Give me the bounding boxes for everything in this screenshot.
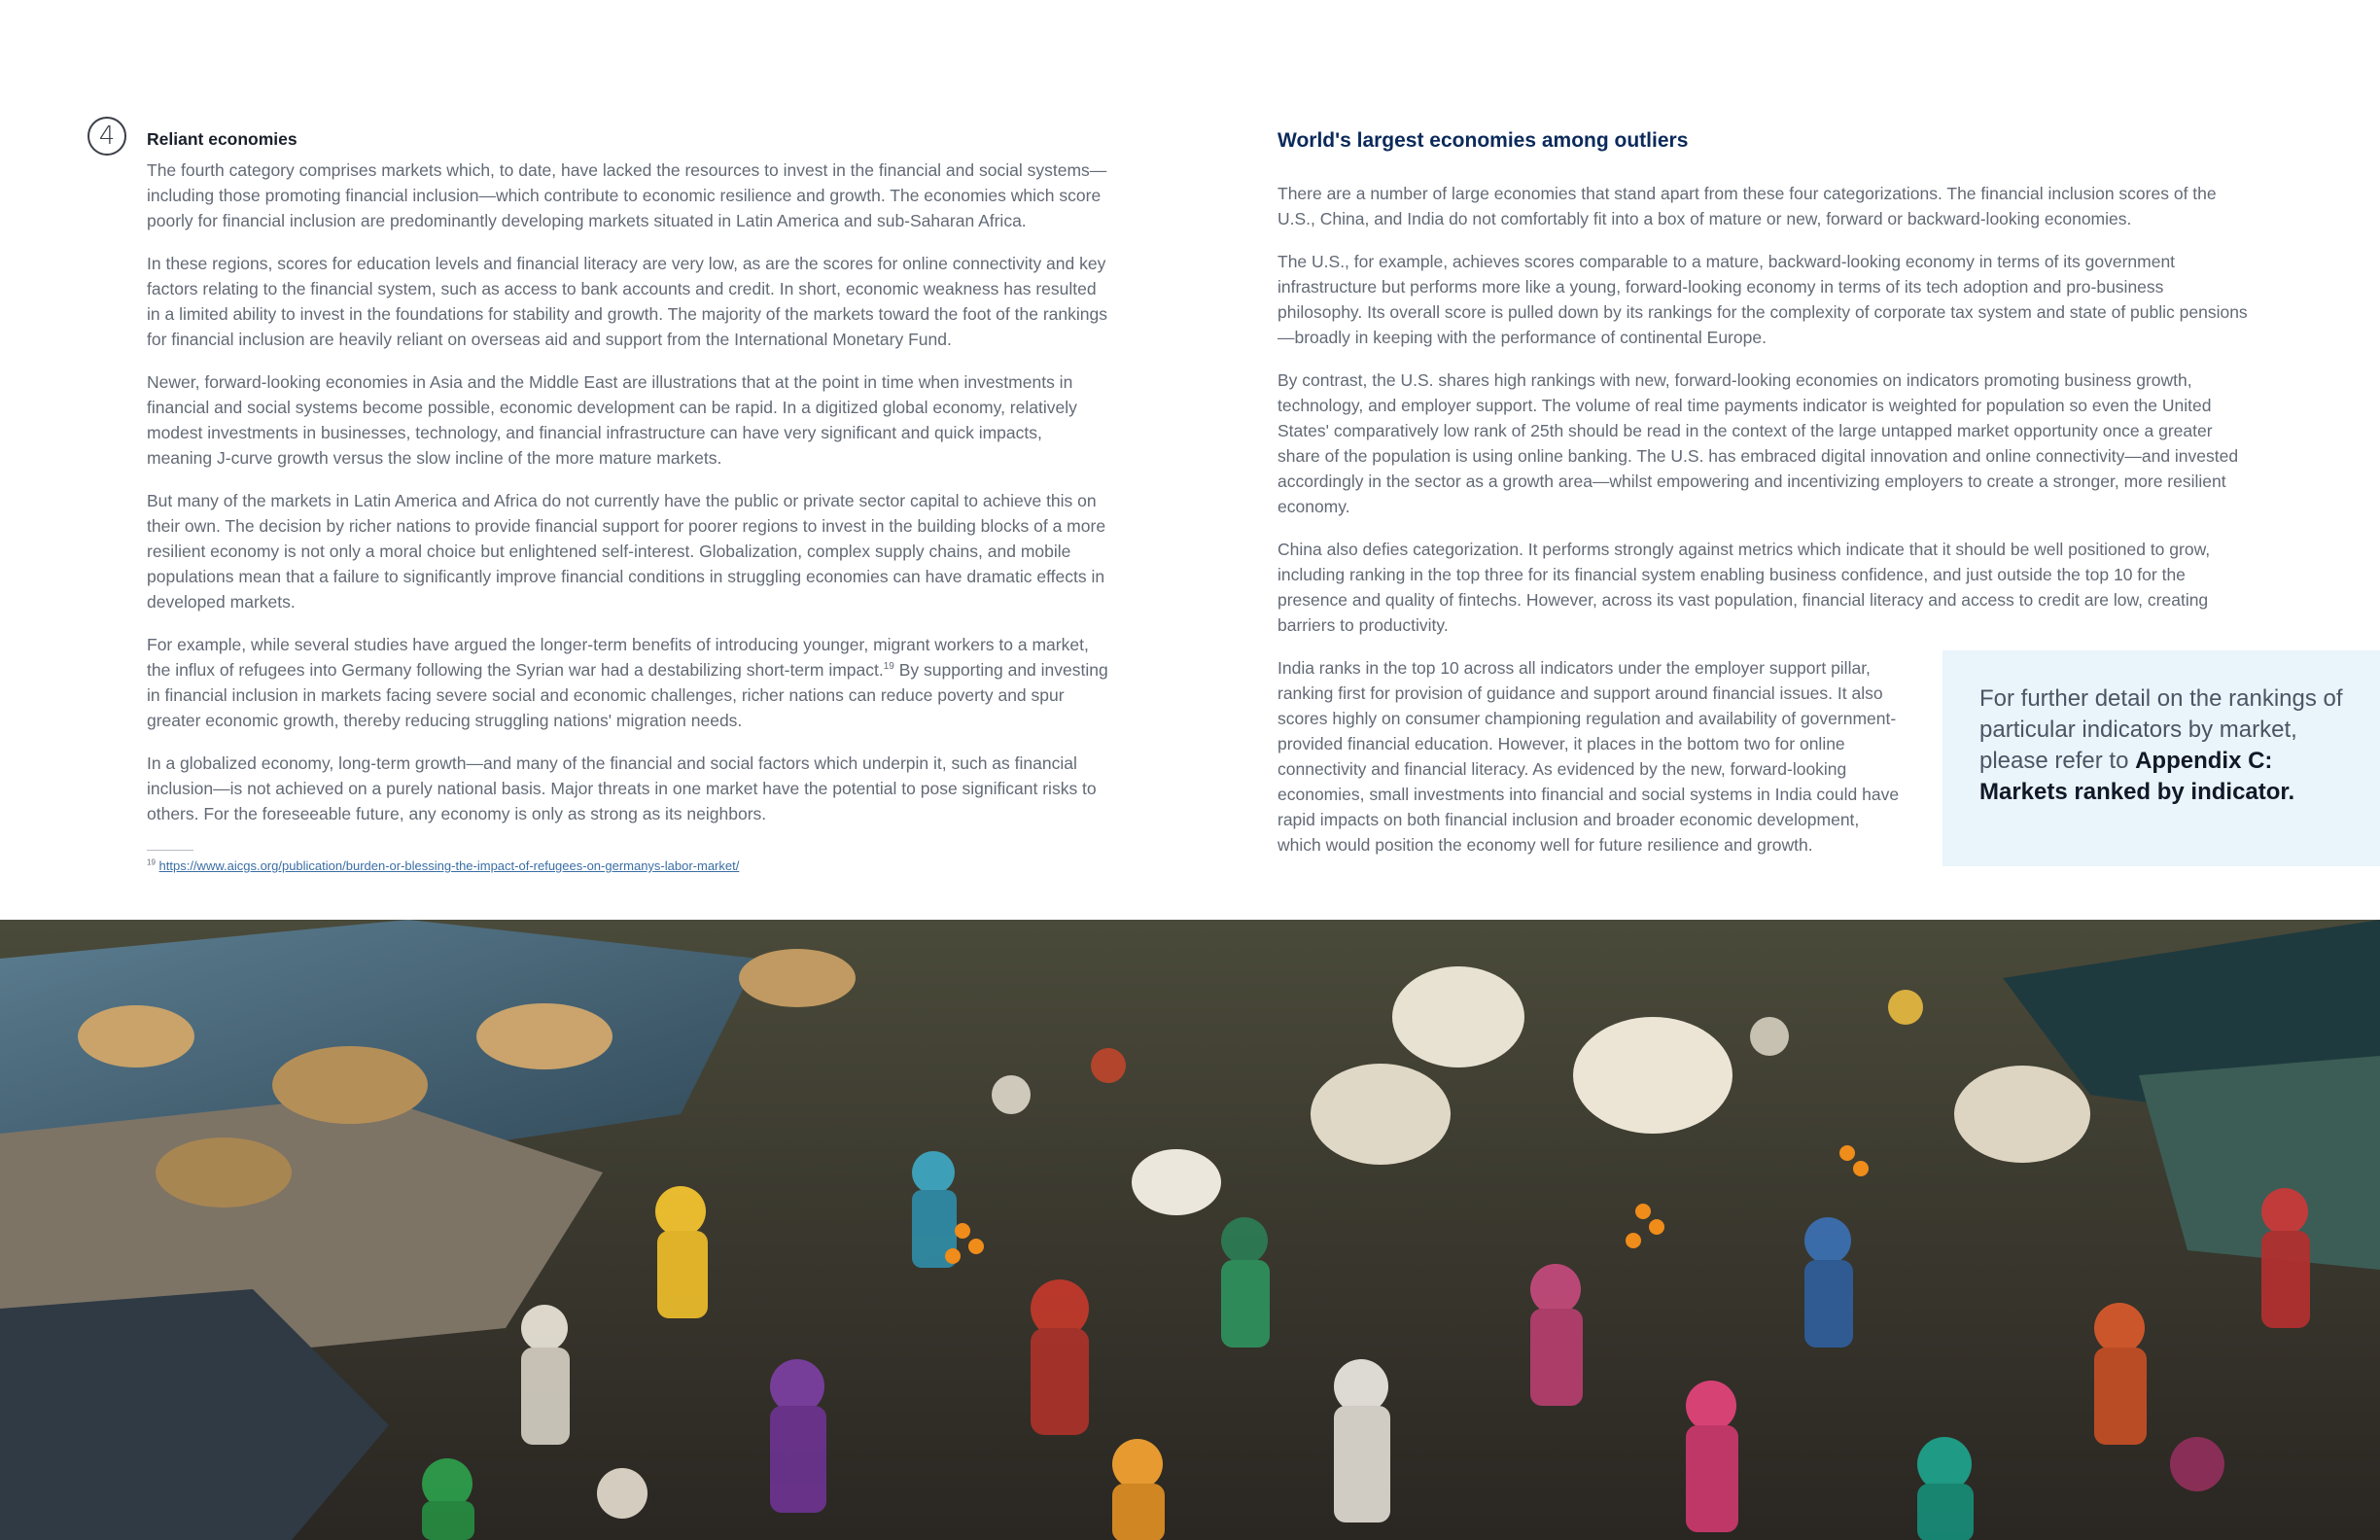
appendix-callout — [1942, 650, 2380, 866]
photo-illustration — [0, 920, 2380, 1540]
footnote-number: 19 — [147, 858, 156, 867]
left-paragraph-5 — [147, 632, 1109, 733]
outliers-heading: World's largest economies among outliers — [1278, 129, 1689, 152]
footnote — [147, 858, 1109, 874]
right-paragraph-2: The U.S., for example, achieves scores comparable to a mature, backward-looking economy in terms of its government infrastructure but performs more like a young, forward-looking economy in terms of its tech adoption and pro-business philosophy. Its overall score is pulled down by its rankings for the complexity of corporate tax system and state of public pensions—broadly in keeping with the performance of continental Europe. — [1278, 252, 2248, 347]
right-paragraph-4: China also defies categorization. It performs strongly against metrics which indicate that it should be well positioned to grow, including ranking in the top three for its financial system enabling business confidence, and just outside the top 10 for the presence and quality of fintechs. However, across its vast population, financial literacy and access to credit are low, creating barriers to productivity. — [1278, 540, 2211, 635]
footnote-ref: 19 — [883, 661, 894, 673]
left-paragraph-2: In these regions, scores for education levels and financial literacy are very low, as are the scores for online connectivity and key factors relating to the financial system, such as access to bank accounts and credit. In short, economic weakness has resulted in a limited ability to invest in the foundations for stability and growth. The majority of the markets toward the foot of the rankings for financial inclusion are heavily reliant on overseas aid and support from the International Monetary Fund. — [147, 254, 1107, 349]
left-column — [147, 126, 1109, 874]
right-paragraph-1: There are a number of large economies that stand apart from these four categorizations. The financial inclusion scores of the U.S., China, and India do not comfortably fit into a box of mature or new, forward or backward-looking economies. — [1278, 184, 2217, 228]
left-paragraph-3: Newer, forward-looking economies in Asia and the Middle East are illustrations that at the point in time when investments in financial and social systems become possible, economic development can be rapid. In a digitized global economy, relatively modest investments in businesses, technology, and financial infrastructure can have very significant and quick impacts, meaning J-curve growth versus the slow incline of the more mature markets. — [147, 372, 1077, 468]
footnote-divider — [147, 850, 193, 851]
footnote-link[interactable]: https://www.aicgs.org/publication/burden-or-blessing-the-impact-of-refugees-on-germanys-labor-market/ — [158, 858, 740, 873]
right-paragraph-3: By contrast, the U.S. shares high rankings with new, forward-looking economies on indicators promoting business growth, technology, and employer support. The volume of real time payments indicator is weighted for population so even the United States' comparatively low rank of 25th should be read in the context of the large untapped market opportunity once a greater share of the population is using online banking. The U.S. has embraced digital innovation and online connectivity—and invested accordingly in the sector as a growth area—whilst empowering and incentivizing employers to create a stronger, more resilient economy. — [1278, 370, 2239, 516]
left-paragraph-6: In a globalized economy, long-term growth—and many of the financial and social factors which underpin it, such as financial inclusion—is not achieved on a purely national basis. Major threats in one market have the potential to pose significant risks to others. For the foreseeable future, any economy is only as strong as its neighbors. — [147, 753, 1097, 823]
left-paragraph-4: But many of the markets in Latin America and Africa do not currently have the public or private sector capital to achieve this on their own. The decision by richer nations to provide financial support for poorer regions to invest in the building blocks of a more resilient economy is not only a moral choice but enlightened self-interest. Globalization, complex supply chains, and mobile populations mean that a failure to significantly improve financial conditions in struggling economies can have dramatic effects in developed markets. — [147, 491, 1106, 612]
india-paragraph: India ranks in the top 10 across all indicators under the employer support pillar, ranking first for provision of guidance and support around financial issues. It also scores highly on consumer championing regulation and availability of government-provided financial education. However, it places in the bottom two for online connectivity and financial literacy. As evidenced by the new, forward-looking economies, small investments into financial and social systems in India could have rapid impacts on both financial inclusion and broader economic development, which would position the economy well for future resilience and growth. — [1278, 658, 1900, 855]
market-crowd-photo — [0, 920, 2380, 1540]
para5-text-a: For example, while several studies have argued the longer-term benefits of introducing younger, migrant workers to a market, the influx of refugees into Germany following the Syrian war had a destabilizing short-term impact. — [147, 635, 1089, 680]
section-number-badge — [88, 117, 126, 156]
callout-link-text: Appendix C: Markets ranked by indicator. — [1979, 748, 2295, 805]
left-paragraph-1: The fourth category comprises markets which, to date, have lacked the resources to invest in the financial and social systems—including those promoting financial inclusion—which contribute to economic resilience and growth. The economies which score poorly for financial inclusion are predominantly developing markets situated in Latin America and sub-Saharan Africa. — [147, 160, 1107, 230]
section-heading: Reliant economies — [147, 129, 298, 149]
para5-text-b: By supporting and investing in financial inclusion in markets facing severe social and economic challenges, richer nations can reduce poverty and spur greater economic growth, thereby reducing struggling nations' migration needs. — [147, 660, 1108, 730]
callout-text: For further detail on the rankings of particular indicators by market, please refer to — [1979, 685, 2343, 774]
section-number: 4 — [98, 122, 116, 151]
